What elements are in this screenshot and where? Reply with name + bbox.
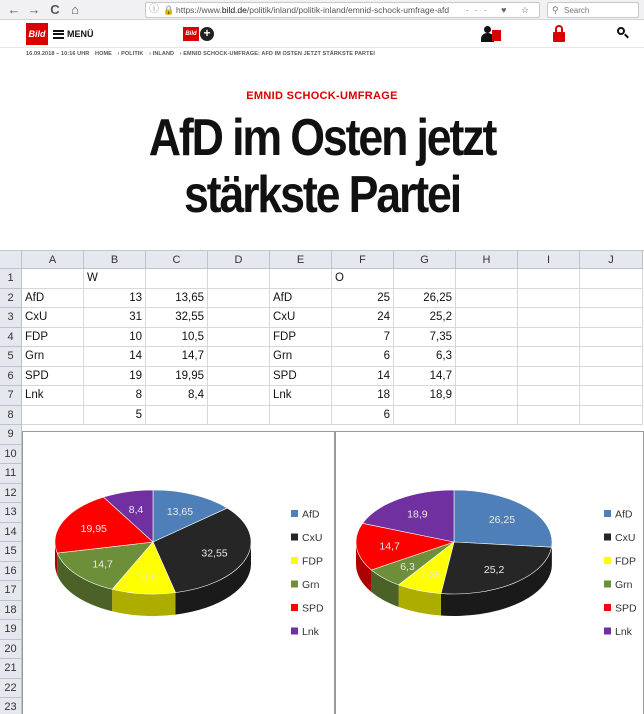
row-header-4[interactable]: 4 (0, 328, 22, 348)
select-all-corner[interactable] (0, 251, 22, 269)
cell-e4[interactable]: FDP (270, 328, 332, 348)
row-header-1[interactable]: 1 (0, 269, 22, 289)
site-search-icon[interactable] (617, 27, 629, 39)
legend-swatch-spd (291, 604, 298, 611)
cell-f3[interactable]: 24 (332, 308, 394, 328)
cell-c5[interactable]: 14,7 (146, 347, 208, 367)
cell-h3[interactable] (456, 308, 518, 328)
url-actions[interactable]: ··· ♥ ☆ (465, 5, 535, 15)
cell-b7[interactable]: 8 (84, 386, 146, 406)
cell-b5[interactable]: 14 (84, 347, 146, 367)
breadcrumb (26, 51, 379, 57)
slice-value-label: 10,5 (136, 571, 157, 584)
legend-swatch-fdp (604, 557, 611, 564)
cell-i3[interactable] (518, 308, 580, 328)
row-header-12[interactable]: 12 (0, 484, 22, 504)
cell-d7[interactable] (208, 386, 270, 406)
legend-swatch-fdp (291, 557, 298, 564)
pie-chart-svg (23, 432, 334, 714)
cell-b1[interactable]: W (84, 269, 146, 289)
cell-d5[interactable] (208, 347, 270, 367)
legend-label-grn: Grn (302, 579, 320, 591)
legend-label-fdp: FDP (615, 555, 636, 568)
cell-f2[interactable]: 25 (332, 289, 394, 309)
cell-h8[interactable] (456, 406, 518, 426)
search-input[interactable] (564, 4, 634, 16)
legend-swatch-afd (604, 510, 611, 517)
column-header-c[interactable]: C (146, 251, 208, 269)
row-header-2[interactable]: 2 (0, 289, 22, 309)
cell-d1[interactable] (208, 269, 270, 289)
legend-swatch-cxu (604, 534, 611, 541)
cell-g5[interactable]: 6,3 (394, 347, 456, 367)
plus-icon: + (200, 27, 214, 41)
row-header-6[interactable]: 6 (0, 367, 22, 387)
cell-e8[interactable] (270, 406, 332, 426)
cell-d2[interactable] (208, 289, 270, 309)
url-path: /politik/inland/politik-inland/emnid-schock-umfrage-afd (246, 5, 450, 15)
cell-j8[interactable] (580, 406, 643, 426)
slice-value-label: 18,9 (407, 508, 428, 521)
article-headline (45, 110, 599, 224)
row-header-5[interactable]: 5 (0, 347, 22, 367)
cell-e5[interactable]: Grn (270, 347, 332, 367)
column-header-a[interactable]: A (22, 251, 84, 269)
legend-swatch-lnk (291, 628, 298, 635)
cell-c4[interactable]: 10,5 (146, 328, 208, 348)
back-icon[interactable]: ← (7, 2, 21, 17)
cell-j6[interactable] (580, 367, 643, 387)
cell-g8[interactable] (394, 406, 456, 426)
cell-j5[interactable] (580, 347, 643, 367)
cell-h1[interactable] (456, 269, 518, 289)
cell-b3[interactable]: 31 (84, 308, 146, 328)
legend-swatch-grn (604, 581, 611, 588)
cell-i7[interactable] (518, 386, 580, 406)
forward-icon[interactable]: → (27, 2, 41, 17)
cell-c7[interactable]: 8,4 (146, 386, 208, 406)
legend-swatch-grn (291, 581, 298, 588)
cell-d6[interactable] (208, 367, 270, 387)
cell-e3[interactable]: CxU (270, 308, 332, 328)
legend-swatch-afd (291, 510, 298, 517)
bildplus-button[interactable] (183, 26, 214, 42)
legend-swatch-cxu (291, 534, 298, 541)
cell-a4[interactable]: FDP (22, 328, 84, 348)
breadcrumb-politik[interactable]: › POLITIK (117, 51, 144, 57)
row-header-3[interactable]: 3 (0, 308, 22, 328)
row-header-22[interactable]: 22 (0, 679, 22, 699)
cell-c1[interactable] (146, 269, 208, 289)
home-icon[interactable]: ⌂ (71, 2, 79, 17)
cell-j4[interactable] (580, 328, 643, 348)
legend-swatch-spd (604, 604, 611, 611)
cell-a6[interactable]: SPD (22, 367, 84, 387)
menu-button[interactable] (53, 26, 94, 42)
breadcrumb-current: › EMNID SCHOCK-UMFRAGE: AFD IM OSTEN JETZT STÄRKSTE PARTEI (179, 51, 375, 57)
row-header-20[interactable]: 20 (0, 640, 22, 660)
cell-g3[interactable]: 25,2 (394, 308, 456, 328)
cell-a5[interactable]: Grn (22, 347, 84, 367)
cell-i6[interactable] (518, 367, 580, 387)
row-header-23[interactable]: 23 (0, 698, 22, 714)
row-header-13[interactable]: 13 (0, 503, 22, 523)
row-header-9[interactable]: 9 (0, 425, 22, 445)
cell-b8[interactable]: 5 (84, 406, 146, 426)
lock-icon: 🔒 (163, 5, 175, 15)
cell-a2[interactable]: AfD (22, 289, 84, 309)
cell-g4[interactable]: 7,35 (394, 328, 456, 348)
column-header-d[interactable]: D (208, 251, 270, 269)
row-header-16[interactable]: 16 (0, 562, 22, 582)
headline-line-1: AfD im Osten jetzt (148, 109, 496, 167)
cell-h6[interactable] (456, 367, 518, 387)
timestamp: 16.09.2018 – 10:16 UHR (26, 51, 90, 57)
cell-e1[interactable] (270, 269, 332, 289)
cell-j1[interactable] (580, 269, 643, 289)
cell-g6[interactable]: 14,7 (394, 367, 456, 387)
cell-b6[interactable]: 19 (84, 367, 146, 387)
article-kicker: EMNID SCHOCK-UMFRAGE (246, 90, 398, 102)
cell-f1[interactable]: O (332, 269, 394, 289)
row-header-8[interactable]: 8 (0, 406, 22, 426)
url-bar[interactable] (145, 2, 540, 18)
cell-d4[interactable] (208, 328, 270, 348)
search-icon: ⚲ (552, 5, 559, 15)
row-header-18[interactable]: 18 (0, 601, 22, 621)
column-header-h[interactable]: H (456, 251, 518, 269)
slice-value-label: 6,3 (400, 560, 415, 573)
row-header-21[interactable]: 21 (0, 659, 22, 679)
cell-c6[interactable]: 19,95 (146, 367, 208, 387)
cell-a1[interactable] (22, 269, 84, 289)
url-domain: bild.de (221, 5, 247, 15)
legend-label-spd: SPD (302, 602, 324, 615)
reload-icon[interactable]: C (50, 2, 60, 17)
column-header-f[interactable]: F (332, 251, 394, 269)
cell-g1[interactable] (394, 269, 456, 289)
cell-f7[interactable]: 18 (332, 386, 394, 406)
cell-e7[interactable]: Lnk (270, 386, 332, 406)
cell-i8[interactable] (518, 406, 580, 426)
cell-j2[interactable] (580, 289, 643, 309)
browser-search[interactable] (547, 2, 639, 18)
legend-label-cxu: CxU (302, 532, 323, 544)
row-header-15[interactable]: 15 (0, 542, 22, 562)
legend-label-spd: SPD (615, 602, 637, 615)
pie-chart-svg (336, 432, 643, 714)
breadcrumb-home[interactable]: HOME (95, 51, 112, 57)
legend-label-fdp: FDP (302, 555, 323, 568)
url-text (176, 3, 476, 17)
info-icon[interactable]: ⓘ (149, 4, 159, 15)
cell-b4[interactable]: 10 (84, 328, 146, 348)
cell-g7[interactable]: 18,9 (394, 386, 456, 406)
slice-value-label: 25,2 (483, 563, 505, 576)
cell-d8[interactable] (208, 406, 270, 426)
row-header-7[interactable]: 7 (0, 386, 22, 406)
url-prefix: https://www. (176, 5, 222, 15)
cell-e6[interactable]: SPD (270, 367, 332, 387)
bild-logo[interactable]: Bild (26, 23, 48, 45)
cell-f5[interactable]: 6 (332, 347, 394, 367)
cell-i2[interactable] (518, 289, 580, 309)
row-header-19[interactable]: 19 (0, 620, 22, 640)
cell-j3[interactable] (580, 308, 643, 328)
slice-value-label: 7,35 (420, 569, 441, 582)
slice-value-label: 32,55 (201, 547, 228, 560)
cell-h4[interactable] (456, 328, 518, 348)
legend-label-cxu: CxU (615, 532, 636, 544)
column-header-e[interactable]: E (270, 251, 332, 269)
legend-label-lnk: Lnk (302, 626, 319, 638)
cell-d3[interactable] (208, 308, 270, 328)
cell-i4[interactable] (518, 328, 580, 348)
slice-value-label: 26,25 (488, 513, 516, 526)
cell-i5[interactable] (518, 347, 580, 367)
breadcrumb-inland[interactable]: › INLAND (149, 51, 175, 57)
cell-f6[interactable]: 14 (332, 367, 394, 387)
user-account-icon[interactable] (481, 26, 503, 44)
legend-label-grn: Grn (615, 579, 633, 591)
site-header (0, 21, 644, 48)
pie-chart-west[interactable] (22, 431, 335, 714)
cell-c8[interactable] (146, 406, 208, 426)
cell-g2[interactable]: 26,25 (394, 289, 456, 309)
legend-label-afd: AfD (302, 508, 320, 521)
slice-value-label: 14,7 (92, 558, 113, 571)
cell-c3[interactable]: 32,55 (146, 308, 208, 328)
browser-toolbar (0, 0, 644, 20)
row-header-11[interactable]: 11 (0, 464, 22, 484)
pie-chart-ost[interactable] (335, 431, 644, 714)
login-lock-icon[interactable] (552, 25, 566, 43)
cell-j7[interactable] (580, 386, 643, 406)
slice-value-label: 8,4 (128, 503, 144, 516)
row-header-17[interactable]: 17 (0, 581, 22, 601)
row-header-10[interactable]: 10 (0, 445, 22, 465)
column-header-j[interactable]: J (580, 251, 643, 269)
cell-h2[interactable] (456, 289, 518, 309)
cell-e2[interactable]: AfD (270, 289, 332, 309)
hamburger-icon (53, 30, 64, 39)
legend-label-lnk: Lnk (615, 626, 632, 638)
column-header-g[interactable]: G (394, 251, 456, 269)
slice-value-label: 13,65 (166, 505, 194, 518)
row-header-14[interactable]: 14 (0, 523, 22, 543)
slice-value-label: 19,95 (80, 523, 107, 536)
headline-line-2: stärkste Partei (183, 166, 461, 224)
legend-swatch-lnk (604, 628, 611, 635)
menu-label: MENÜ (67, 29, 94, 39)
cell-h7[interactable] (456, 386, 518, 406)
cell-h5[interactable] (456, 347, 518, 367)
cell-f4[interactable]: 7 (332, 328, 394, 348)
column-header-b[interactable]: B (84, 251, 146, 269)
legend-label-afd: AfD (615, 508, 633, 521)
cell-i1[interactable] (518, 269, 580, 289)
cell-c2[interactable]: 13,65 (146, 289, 208, 309)
cell-a3[interactable]: CxU (22, 308, 84, 328)
slice-value-label: 14,7 (379, 540, 400, 553)
spreadsheet (0, 250, 644, 714)
cell-b2[interactable]: 13 (84, 289, 146, 309)
cell-a7[interactable]: Lnk (22, 386, 84, 406)
cell-f8[interactable]: 6 (332, 406, 394, 426)
bildplus-logo: Bild (183, 27, 199, 41)
cell-a8[interactable] (22, 406, 84, 426)
column-header-i[interactable]: I (518, 251, 580, 269)
